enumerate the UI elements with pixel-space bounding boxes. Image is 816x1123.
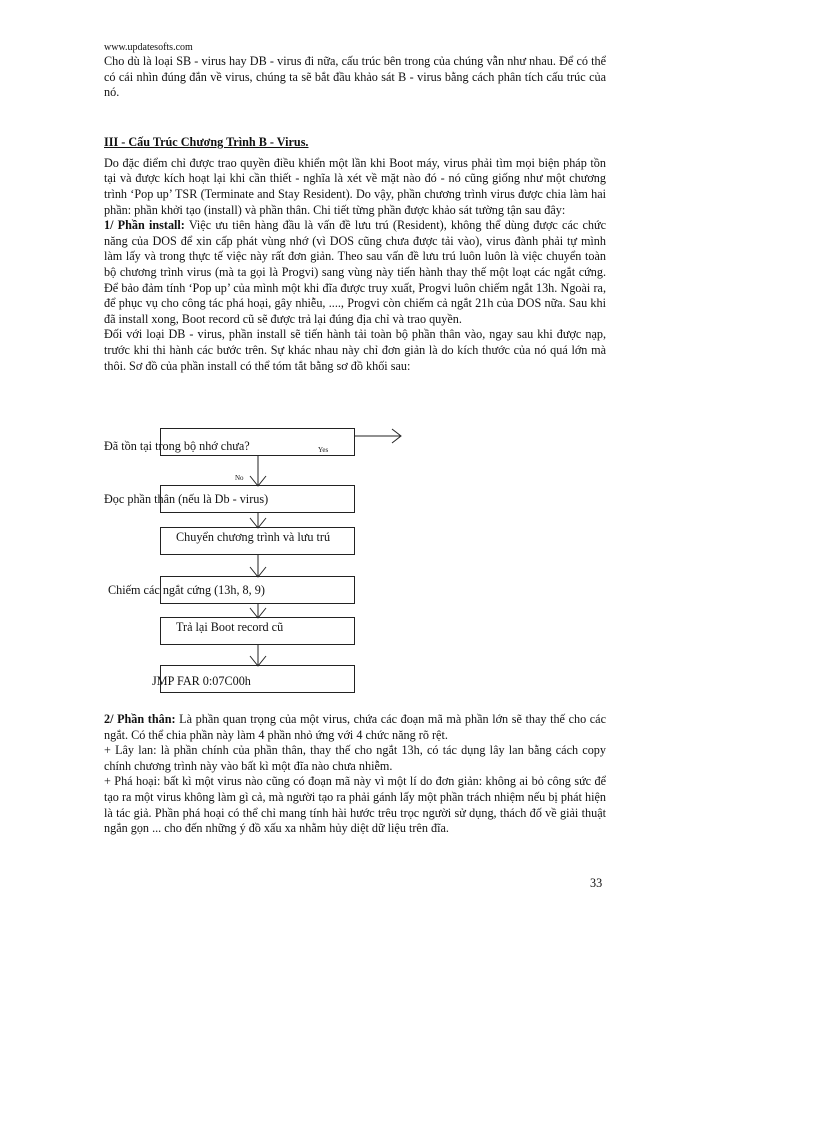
body-paragraph (104, 712, 606, 743)
intro-paragraph: Cho dù là loại SB - virus hay DB - virus đi nữa, cấu trúc bên trong của chúng vẫn như nhau. Để có thể có cái nhìn đúng đắn về virus, chúng ta sẽ bắt đầu khảo sát B - virus bằng cách phân tích cấu trúc của nó. (104, 54, 606, 100)
install-heading: 1/ Phần install: (104, 218, 185, 233)
destroy-paragraph: + Phá hoại: bất kì một virus nào cũng có đoạn mã này vì một lí do đơn giản: không ai bỏ công sức để tạo ra một virus không làm gì cả, mà người tạo ra phải gánh lấy một phần trách nhiệm nếu bị phát hiện là tác giả. Phần phá hoại có thể chỉ mang tính hài hước trêu trọc người sử dụng, thách đố về giải thuật ngắn gọn ... cho đến những ý đồ xấu xa nhằm hủy diệt dữ liệu trên đĩa. (104, 774, 606, 836)
flowchart-step-4: Chiếm các ngắt cứng (13h, 8, 9) (108, 583, 265, 597)
body-text: Là phần quan trọng của một virus, chứa các đoạn mã mà phần lớn sẽ thay thế cho các ngắt. Có thể chia phần này làm 4 phần nhỏ ứng với 4 chức năng rõ rệt. (104, 712, 607, 742)
section-paragraph-1: Do đặc điểm chỉ được trao quyền điều khiển một lần khi Boot máy, virus phải tìm mọi biện pháp tồn tại và được kích hoạt lại khi cần thiết - nghĩa là xét về mặt nào đó - nó cũng giống như một chương trình ‘Pop up’ TSR (Terminate and Stay Resident). Do vậy, phần chương trình virus được chia làm hai phần: phần khởi tạo (install) và phần thân. Chi tiết từng phần được khảo sát tường tận sau đây: (104, 155, 606, 217)
flowchart-step-2: Đọc phần thân (nếu là Db - virus) (104, 492, 269, 506)
section-title: III - Cấu Trúc Chương Trình B - Virus. (104, 134, 309, 149)
page-number: 33 (590, 876, 603, 890)
spread-paragraph: + Lây lan: là phần chính của phần thân, thay thế cho ngắt 13h, có tác dụng lây lan bằng cách copy chính chương trình này vào bất kì một đĩa nào chưa nhiễm. (104, 743, 606, 773)
flowchart-yes-label: Yes (318, 446, 329, 454)
flowchart-step-1: Đã tồn tại trong bộ nhớ chưa? (104, 439, 250, 453)
body-section (104, 712, 606, 837)
flowchart-no-label: No (235, 474, 244, 482)
body-heading: 2/ Phần thân: (104, 712, 176, 726)
install-text: Việc ưu tiên hàng đầu là vấn đề lưu trú (Resident), không thể dùng được các chức năng của DOS để xin cấp phát vùng nhớ (vì DOS cũng chưa được tải vào), virus đành phải tự mình làm lấy và trong thực tế việc này rất đơn giản. Theo sau vấn đề lưu trú luôn luôn là việc chuyển toàn bộ chương trình virus (mà ta gọi là Progvi) sang vùng này tiến hành thay thế một loạt các ngắt cứng. Để bảo đảm tính ‘Pop up’ của mình một khi đĩa được truy xuất, Progvi luôn chiếm ngắt 13h. Ngoài ra, để phục vụ cho công tác phá hoại, gây nhiễu, ...., Progvi còn chiếm cả ngắt 21h của DOS nữa. Sau khi đã install xong, Boot record cũ sẽ được trả lại đúng địa chỉ và trao quyền. (104, 218, 606, 326)
db-paragraph: Đối với loại DB - virus, phần install sẽ tiến hành tải toàn bộ phần thân vào, ngay sau khi được nạp, trước khi thi hành các bước trên. Sự khác nhau này chỉ đơn giản là do kích thước của nó quá lớn mà thôi. Sơ đồ của phần install có thể tóm tắt bằng sơ đồ khối sau: (104, 327, 606, 373)
header-url: www.updatesofts.com (104, 42, 193, 53)
flowchart-step-3: Chuyển chương trình và lưu trú (176, 530, 331, 544)
flowchart-step-5: Trả lại Boot record cũ (176, 620, 284, 634)
flowchart-step-6: JMP FAR 0:07C00h (152, 674, 251, 688)
